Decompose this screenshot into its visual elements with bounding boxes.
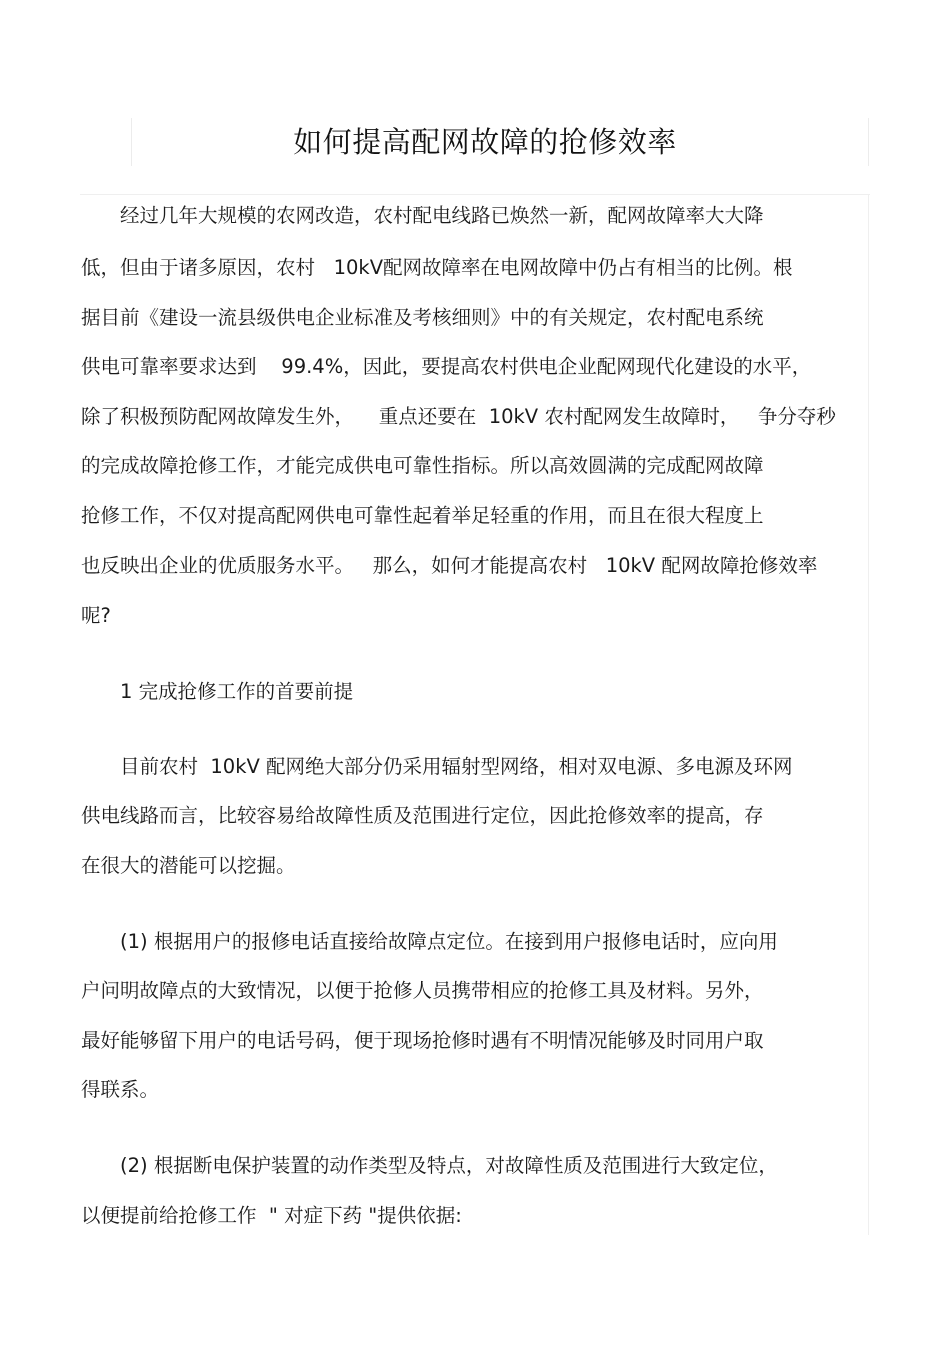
body-right-rule xyxy=(868,195,869,1235)
paragraph-line: 户问明故障点的大致情况，以便于抢修人员携带相应的抢修工具及材料。另外， xyxy=(81,979,764,1002)
paragraph-line: 得联系。 xyxy=(81,1078,160,1101)
paragraph-line: (2) 根据断电保护装置的动作类型及特点，对故障性质及范围进行大致定位， xyxy=(120,1154,778,1177)
paragraph-line: 抢修工作，不仅对提高配网供电可靠性起着举足轻重的作用，而且在很大程度上 xyxy=(81,504,764,527)
paragraph-line: 供电可靠率要求达到 99.4%，因此，要提高农村供电企业配网现代化建设的水平， xyxy=(81,355,812,378)
paragraph-line: 除了积极预防配网故障发生外， 重点还要在 10kV 农村配网发生故障时， 争分夺秒 xyxy=(81,405,836,428)
section-heading: 1 完成抢修工作的首要前提 xyxy=(120,680,354,703)
paragraph-line: 也反映出企业的优质服务水平。 那么，如何才能提高农村 10kV 配网故障抢修效率 xyxy=(81,554,818,577)
paragraph-line: 最好能够留下用户的电话号码，便于现场抢修时遇有不明情况能够及时同用户取 xyxy=(81,1029,764,1052)
paragraph-line: 以便提前给抢修工作 " 对症下药 "提供依据: xyxy=(81,1204,462,1227)
paragraph-line: 供电线路而言，比较容易给故障性质及范围进行定位，因此抢修效率的提高，存 xyxy=(81,804,764,827)
paragraph-line: 经过几年大规模的农网改造，农村配电线路已焕然一新，配网故障率大大降 xyxy=(120,204,764,227)
header-divider xyxy=(80,194,870,195)
paragraph-line: (1) 根据用户的报修电话直接给故障点定位。在接到用户报修电话时，应向用 xyxy=(120,930,778,953)
paragraph-line: 在很大的潜能可以挖掘。 xyxy=(81,854,296,877)
paragraph-line: 目前农村 10kV 配网绝大部分仍采用辐射型网络，相对双电源、多电源及环网 xyxy=(120,755,793,778)
paragraph-line: 据目前《建设一流县级供电企业标准及考核细则》中的有关规定，农村配电系统 xyxy=(81,306,764,329)
page-title: 如何提高配网故障的抢修效率 xyxy=(293,125,677,159)
paragraph-line: 的完成故障抢修工作，才能完成供电可靠性指标。所以高效圆满的完成配网故障 xyxy=(81,454,764,477)
paragraph-line: 呢? xyxy=(81,604,111,627)
paragraph-line: 低，但由于诸多原因，农村 10kV配网故障率在电网故障中仍占有相当的比例。根 xyxy=(81,256,793,279)
